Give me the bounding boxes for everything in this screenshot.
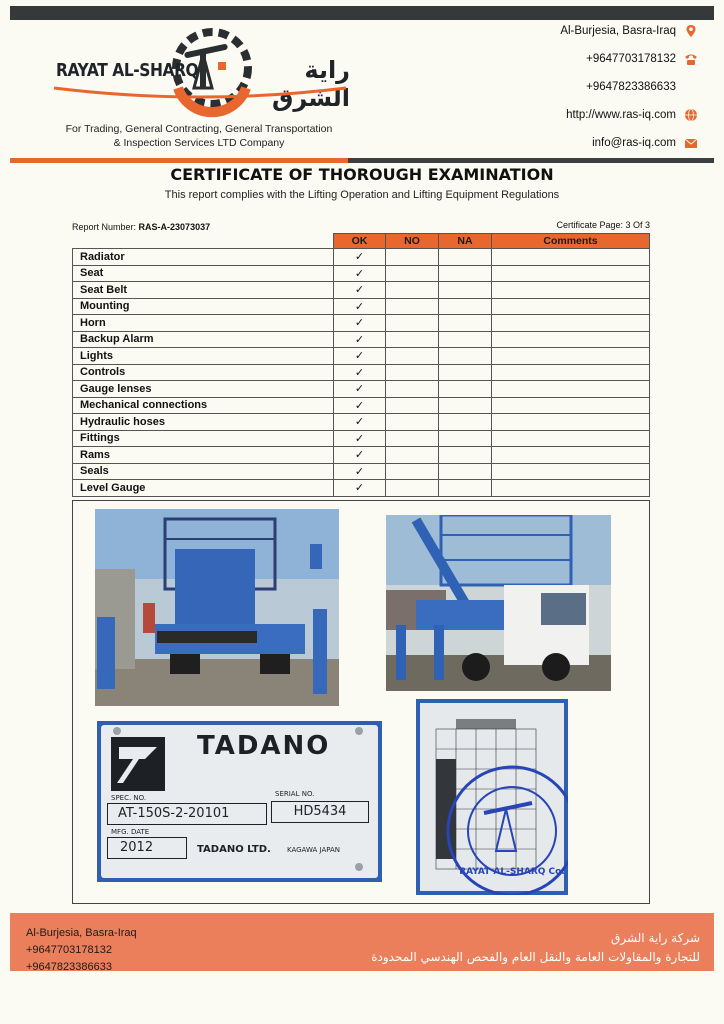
row-no-cell: [386, 447, 439, 464]
logo-name-ar: راية الشرق: [271, 56, 350, 112]
plate-maker-location: KAGAWA JAPAN: [287, 846, 341, 854]
phone-2-text: +9647823386633: [586, 81, 676, 93]
row-comments-cell: [492, 298, 650, 315]
row-na-cell: [439, 414, 492, 431]
row-ok-check: ✓: [334, 282, 386, 299]
table-row: [73, 282, 650, 299]
row-no-cell: [386, 298, 439, 315]
row-no-cell: [386, 480, 439, 497]
stamp-text: RAYAT AL-SHARQ Co.: [459, 867, 565, 877]
table-row: [73, 463, 650, 480]
footer-company-ar: [371, 929, 700, 967]
row-na-cell: [439, 298, 492, 315]
row-no-cell: [386, 331, 439, 348]
row-comments-cell: [492, 381, 650, 398]
row-ok-check: ✓: [334, 249, 386, 266]
website-link[interactable]: http://www.ras-iq.com: [566, 109, 676, 121]
email-link[interactable]: info@ras-iq.com: [592, 137, 676, 149]
header-comments: Comments: [492, 234, 650, 249]
certificate-subtitle: This report complies with the Lifting Operation and Lifting Equipment Regulations: [164, 189, 560, 201]
row-comments-cell: [492, 364, 650, 381]
envelope-icon: [684, 136, 698, 150]
row-item-label: Controls: [73, 364, 334, 381]
row-ok-check: ✓: [334, 364, 386, 381]
plate-rivet: [355, 727, 363, 735]
header-na: NA: [439, 234, 492, 249]
tagline-line-1: For Trading, General Contracting, General Transportation: [65, 123, 333, 135]
photo-frame: [72, 500, 650, 904]
footer-ar-line-2: للتجارة والمقاولات العامة والنقل العام والفحص الهندسي المحدودة: [371, 950, 700, 964]
row-ok-check: ✓: [334, 265, 386, 282]
contact-phone-1: [560, 52, 698, 80]
row-ok-check: ✓: [334, 381, 386, 398]
row-na-cell: [439, 430, 492, 447]
plate-spec-label: SPEC. NO.: [111, 794, 147, 802]
row-comments-cell: [492, 265, 650, 282]
header-no: NO: [386, 234, 439, 249]
row-item-label: Level Gauge: [73, 480, 334, 497]
header-item-blank: [73, 234, 334, 249]
plate-brand: TADANO: [197, 731, 331, 761]
table-row: [73, 348, 650, 365]
footer-phone-1: +9647703178132: [26, 944, 112, 956]
contact-address: [560, 24, 698, 52]
row-na-cell: [439, 463, 492, 480]
row-no-cell: [386, 364, 439, 381]
location-pin-icon: [684, 24, 698, 38]
table-row: [73, 249, 650, 266]
row-no-cell: [386, 430, 439, 447]
plate-rivet: [113, 727, 121, 735]
table-row: [73, 447, 650, 464]
header-ok: OK: [334, 234, 386, 249]
row-item-label: Seals: [73, 463, 334, 480]
row-comments-cell: [492, 331, 650, 348]
company-tagline: [54, 122, 344, 150]
row-na-cell: [439, 480, 492, 497]
tagline-line-2: & Inspection Services LTD Company: [113, 137, 285, 149]
table-row: [73, 315, 650, 332]
tadano-logo-icon: [111, 737, 165, 791]
row-ok-check: ✓: [334, 298, 386, 315]
row-item-label: Seat Belt: [73, 282, 334, 299]
top-bar: [10, 6, 714, 20]
table-row: [73, 430, 650, 447]
table-row: [73, 381, 650, 398]
table-row: [73, 331, 650, 348]
footer-address: Al-Burjesia, Basra-Iraq: [26, 927, 137, 939]
contact-phone-2: [560, 80, 698, 108]
row-ok-check: ✓: [334, 331, 386, 348]
tadano-plate-photo: [97, 721, 382, 882]
certificate-title: CERTIFICATE OF THOROUGH EXAMINATION: [170, 165, 554, 184]
table-header-row: [73, 234, 650, 249]
plate-spec-value: AT-150S-2-20101: [107, 803, 267, 825]
row-item-label: Backup Alarm: [73, 331, 334, 348]
row-no-cell: [386, 265, 439, 282]
table-row: [73, 414, 650, 431]
row-ok-check: ✓: [334, 414, 386, 431]
footer-phone-2: +9647823386633: [26, 961, 112, 973]
inspection-table: [72, 233, 650, 497]
phone-2-spacer: [684, 80, 698, 94]
row-comments-cell: [492, 447, 650, 464]
address-text: Al-Burjesia, Basra-Iraq: [560, 25, 676, 37]
row-ok-check: ✓: [334, 430, 386, 447]
row-na-cell: [439, 315, 492, 332]
row-comments-cell: [492, 463, 650, 480]
report-number-value: RAS-A-23073037: [138, 222, 211, 232]
globe-icon: [684, 108, 698, 122]
row-ok-check: ✓: [334, 463, 386, 480]
row-ok-check: ✓: [334, 348, 386, 365]
row-item-label: Horn: [73, 315, 334, 332]
row-na-cell: [439, 447, 492, 464]
row-item-label: Rams: [73, 447, 334, 464]
plate-maker: TADANO LTD.: [197, 844, 271, 855]
row-item-label: Seat: [73, 265, 334, 282]
row-no-cell: [386, 397, 439, 414]
row-na-cell: [439, 397, 492, 414]
row-item-label: Gauge lenses: [73, 381, 334, 398]
truck-side-photo: [386, 515, 611, 691]
phone-icon: [684, 52, 698, 66]
phone-1-text: +9647703178132: [586, 53, 676, 65]
row-item-label: Mechanical connections: [73, 397, 334, 414]
logo-swoosh: [50, 84, 350, 104]
row-no-cell: [386, 463, 439, 480]
row-item-label: Hydraulic hoses: [73, 414, 334, 431]
row-na-cell: [439, 331, 492, 348]
row-comments-cell: [492, 480, 650, 497]
table-row: [73, 480, 650, 497]
row-na-cell: [439, 249, 492, 266]
row-comments-cell: [492, 348, 650, 365]
row-item-label: Lights: [73, 348, 334, 365]
plate-serial-value: HD5434: [271, 801, 369, 823]
plate-serial-label: SERIAL NO.: [275, 790, 315, 798]
company-logo: [50, 26, 350, 120]
contact-block: [560, 24, 698, 164]
row-comments-cell: [492, 249, 650, 266]
row-comments-cell: [492, 430, 650, 447]
report-number: [72, 222, 210, 232]
table-row: [73, 397, 650, 414]
row-comments-cell: [492, 397, 650, 414]
row-no-cell: [386, 249, 439, 266]
outrigger-chart-photo: [416, 699, 568, 895]
row-no-cell: [386, 315, 439, 332]
row-na-cell: [439, 265, 492, 282]
row-comments-cell: [492, 414, 650, 431]
row-item-label: Fittings: [73, 430, 334, 447]
row-item-label: Radiator: [73, 249, 334, 266]
footer: [10, 913, 714, 971]
header-divider: [10, 158, 714, 163]
row-ok-check: ✓: [334, 447, 386, 464]
footer-ar-line-1: شركة راية الشرق: [611, 931, 700, 945]
row-ok-check: ✓: [334, 480, 386, 497]
table-row: [73, 298, 650, 315]
contact-website[interactable]: [560, 108, 698, 136]
table-row: [73, 364, 650, 381]
row-na-cell: [439, 348, 492, 365]
plate-date-label: MFG. DATE: [111, 828, 150, 836]
truck-rear-photo: [95, 509, 339, 706]
row-ok-check: ✓: [334, 315, 386, 332]
footer-contact: [26, 925, 137, 976]
row-comments-cell: [492, 282, 650, 299]
row-na-cell: [439, 364, 492, 381]
row-no-cell: [386, 348, 439, 365]
row-no-cell: [386, 282, 439, 299]
row-no-cell: [386, 381, 439, 398]
row-na-cell: [439, 282, 492, 299]
logo-name-en: RAYAT AL-SHARQ: [56, 60, 199, 81]
certificate-page: Certificate Page: 3 Of 3: [556, 220, 650, 230]
plate-date-value: 2012: [107, 837, 187, 859]
row-ok-check: ✓: [334, 397, 386, 414]
row-comments-cell: [492, 315, 650, 332]
row-no-cell: [386, 414, 439, 431]
table-row: [73, 265, 650, 282]
table-body: [73, 249, 650, 497]
row-item-label: Mounting: [73, 298, 334, 315]
plate-rivet: [355, 863, 363, 871]
row-na-cell: [439, 381, 492, 398]
report-number-label: Report Number:: [72, 222, 137, 232]
